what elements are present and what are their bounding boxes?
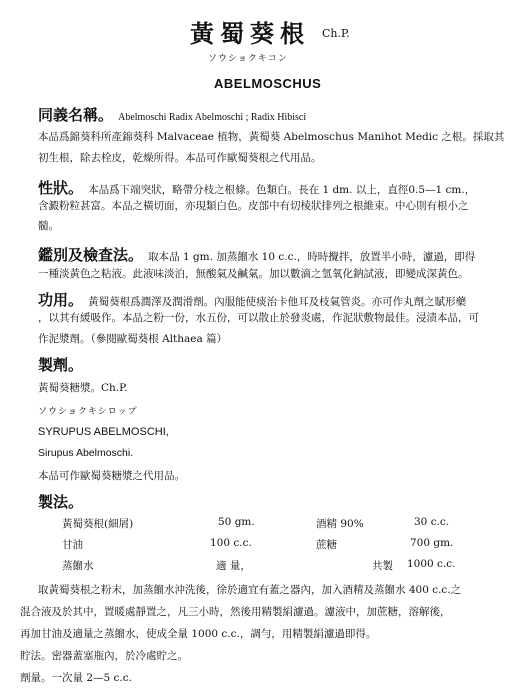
method-row-2-qty-2: 700 gm. xyxy=(410,537,454,549)
method-row-3-name-2: 共製 xyxy=(372,560,393,572)
preparation-item-name: 黃蜀葵糖漿。Ch.P. xyxy=(38,382,128,394)
method-row-1-name: 黃蜀葵根(細屑) xyxy=(62,518,134,530)
storage-line: 貯法。密器蓋塞瓶內，於冷處貯之。 xyxy=(20,650,188,662)
method-row-2-name-2: 蔗糖 xyxy=(316,539,337,551)
method-row-1-qty-2: 30 c.c. xyxy=(414,516,450,528)
method-row-1-qty: 50 gm. xyxy=(218,516,255,528)
preparations-heading: 製劑。 xyxy=(38,356,84,374)
synonyms-heading: 同義名稱。 xyxy=(38,106,114,124)
method-row-3-name: 蒸餾水 xyxy=(62,560,94,572)
use-line-1: 黃蜀葵根爲潤澤及潤滑劑。內服能使痰治卡他耳及枝氣管炎。亦可作丸劑之賦形藥 xyxy=(88,296,467,308)
method-paragraph-3: 再加甘油及適量之蒸餾水，使成全量 1000 c.c.，調勻，用精製絹濾過即得。 xyxy=(20,628,377,640)
properties-heading: 性狀。 xyxy=(38,179,84,197)
method-row-2-qty: 100 c.c. xyxy=(210,537,252,549)
intro-line-1: 本品爲錦葵科所產錦葵科 Malvaceae 植物，黃蜀葵 Abelmoschus Manihot Medic 之根。採取其 xyxy=(38,131,505,143)
preparation-item-kana: ソウショクキシロップ xyxy=(38,407,138,417)
use-line-2: ，以其有緩吸作。本品之粉一份，水五份，可以散止於發炎處，作泥狀敷物最佳。浸渍本品，可 xyxy=(38,312,479,324)
dosage-line: 劑量。一次量 2—5 c.c. xyxy=(20,672,132,684)
properties-line-1: 本品爲下端突狀，略帶分枝之根條。色類白。長在 1 dm. 以上，直徑0.5—1 cm.， xyxy=(88,184,476,196)
preparation-item-note: 本品可作歐蜀葵糖漿之代用品。 xyxy=(38,470,185,482)
use-line-3: 作泥漿劑。（參閱歐蜀葵根 Althaea 篇） xyxy=(38,333,228,345)
method-paragraph-1: 取黃蜀葵根之粉末，加蒸餾水沖洗後，徐於適宜有蓋之器內，加入酒精及蒸餾水 400 c.c.之 xyxy=(38,584,462,596)
intro-line-2: 初生根，除去栓皮，乾燥所得。本品可作歐蜀葵根之代用品。 xyxy=(38,152,322,164)
pharmacopoeia-mark: Ch.P. xyxy=(322,27,350,40)
properties-line-3: 髓。 xyxy=(38,220,59,232)
synonyms-text: Abelmoschi Radix Abelmoschi ; Radix Hibisci xyxy=(118,112,307,123)
page-title: 黃蜀葵根 xyxy=(190,19,310,48)
method-row-3-qty: 適 量， xyxy=(216,560,251,572)
preparation-item-latin-2: Sirupus Abelmoschi. xyxy=(38,447,134,459)
identification-section xyxy=(38,244,475,265)
method-heading: 製法。 xyxy=(38,493,84,511)
method-row-3-qty-2: 1000 c.c. xyxy=(407,558,456,570)
identification-line-1: 取本品 1 gm. 加蒸餾水 10 c.c.，時時攪拌，放置半小時，濾過，即得 xyxy=(148,251,476,263)
use-section xyxy=(38,289,466,310)
method-paragraph-2: 混合液及於其中，置暖處靜置之，凡三小時，然後用精製絹濾過。濾液中，加蔗糖，溶解後， xyxy=(20,606,451,618)
method-row-1-name-2: 酒精 90% xyxy=(316,518,364,530)
use-heading: 功用。 xyxy=(38,291,84,309)
properties-section xyxy=(38,177,475,198)
synonyms-section xyxy=(38,104,306,125)
identification-line-2: 一種淡黃色之粘液。此液味淡泊，無酸氣及鹹氣。加以數滴之氫氧化鈉試液，即變成深黃色。 xyxy=(38,268,469,280)
method-row-2-name: 甘油 xyxy=(62,539,83,551)
properties-line-2: 含澱粉粒甚富。本品之橫切面，亦現類白色。皮部中有切棱狀排列之根維束。中心則有根小之 xyxy=(38,200,469,212)
latin-title: ABELMOSCHUS xyxy=(214,76,322,91)
identification-heading: 鑑別及檢査法。 xyxy=(38,246,144,264)
preparation-item-latin: SYRUPUS ABELMOSCHI, xyxy=(38,426,169,438)
kana-title: ソウショクキコン xyxy=(208,54,288,64)
